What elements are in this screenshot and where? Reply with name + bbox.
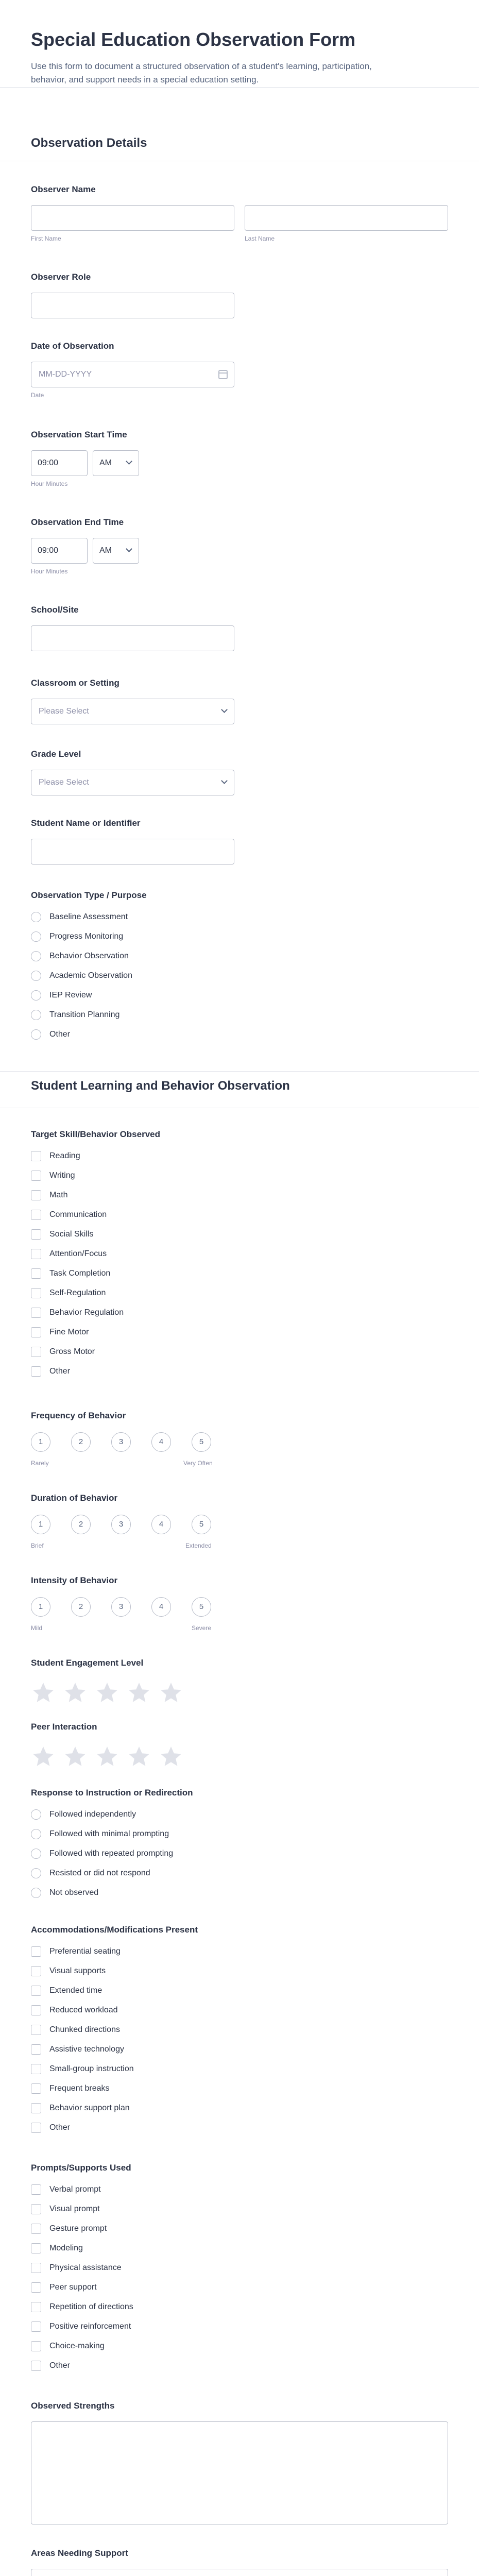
engagement-label: Student Engagement Level (31, 1658, 144, 1668)
classroom-placeholder: Please Select (39, 707, 89, 716)
prompts-label: Prompts/Supports Used (31, 2163, 131, 2173)
option-label: Choice-making (49, 2342, 105, 2350)
frequency-label: Frequency of Behavior (31, 1411, 126, 1420)
start-ampm-select[interactable] (93, 450, 139, 476)
classroom-label: Classroom or Setting (31, 678, 119, 688)
option-label: Fine Motor (49, 1328, 89, 1336)
radio-button[interactable] (31, 990, 41, 1001)
strengths-label: Observed Strengths (31, 2401, 115, 2411)
chevron-down-icon (221, 777, 228, 784)
checkbox[interactable] (31, 1151, 41, 1161)
strengths-textarea[interactable] (31, 2421, 448, 2524)
support-areas-textarea[interactable] (31, 2569, 448, 2576)
end-time-label: Observation End Time (31, 517, 124, 527)
option-label: Behavior Observation (49, 952, 129, 960)
start-time-value: 09:00 (38, 459, 59, 467)
option-label: Behavior Regulation (49, 1308, 124, 1317)
checkbox[interactable] (31, 2321, 41, 2332)
target-skill-label: Target Skill/Behavior Observed (31, 1129, 160, 1139)
support-areas-label: Areas Needing Support (31, 2548, 128, 2558)
chevron-down-icon (126, 546, 132, 552)
option-label: Followed with repeated prompting (49, 1849, 174, 1858)
scale-option[interactable]: 4 (151, 1515, 171, 1534)
star-icon[interactable] (127, 1681, 151, 1705)
observer-role-input[interactable] (31, 293, 234, 318)
section-heading-learning: Student Learning and Behavior Observation (31, 1079, 290, 1093)
end-time-value: 09:00 (38, 546, 59, 555)
option-label: Other (49, 2123, 71, 2132)
scale-option[interactable]: 5 (192, 1597, 211, 1617)
start-time-input[interactable] (31, 450, 88, 476)
scale-option[interactable]: 1 (31, 1432, 50, 1452)
last-name-sublabel: Last Name (245, 235, 275, 242)
student-label: Student Name or Identifier (31, 818, 141, 828)
radio-button[interactable] (31, 1849, 41, 1859)
accommodations-label: Accommodations/Modifications Present (31, 1925, 198, 1935)
checkbox[interactable] (31, 1210, 41, 1220)
option-label: Peer support (49, 2283, 97, 2292)
start-ampm-value: AM (99, 459, 112, 467)
end-time-sublabel: Hour Minutes (31, 568, 68, 575)
scale-option[interactable]: 4 (151, 1432, 171, 1452)
scale-option[interactable]: 2 (71, 1597, 91, 1617)
checkbox[interactable] (31, 2025, 41, 2035)
checkbox[interactable] (31, 1308, 41, 1318)
response-label: Response to Instruction or Redirection (31, 1788, 193, 1798)
option-label: Academic Observation (49, 971, 132, 980)
scale-option[interactable]: 2 (71, 1515, 91, 1534)
option-label: Preferential seating (49, 1947, 121, 1956)
checkbox[interactable] (31, 2083, 41, 2094)
checkbox[interactable] (31, 1366, 41, 1377)
observer-name-label: Observer Name (31, 184, 96, 194)
checkbox[interactable] (31, 1171, 41, 1181)
frequency-low-label: Rarely (31, 1460, 49, 1467)
option-label: Progress Monitoring (49, 932, 124, 941)
option-label: Other (49, 1030, 71, 1039)
star-icon[interactable] (31, 1744, 56, 1769)
checkbox[interactable] (31, 2184, 41, 2195)
scale-option[interactable]: 1 (31, 1597, 50, 1617)
calendar-icon[interactable] (218, 370, 228, 379)
option-label: Physical assistance (49, 2263, 122, 2272)
option-label: Repetition of directions (49, 2302, 133, 2311)
grade-select[interactable] (31, 770, 234, 795)
end-time-input[interactable] (31, 538, 88, 564)
form-header (0, 0, 479, 88)
section-heading: Observation Details (31, 136, 147, 150)
option-label: Baseline Assessment (49, 912, 128, 921)
student-input[interactable] (31, 839, 234, 865)
school-label: School/Site (31, 605, 79, 615)
end-ampm-select[interactable] (93, 538, 139, 564)
duration-label: Duration of Behavior (31, 1493, 118, 1503)
checkbox[interactable] (31, 1327, 41, 1337)
option-label: Followed independently (49, 1810, 136, 1819)
option-label: Writing (49, 1171, 75, 1180)
option-label: Visual prompt (49, 2205, 100, 2213)
option-label: Extended time (49, 1986, 102, 1995)
option-label: Math (49, 1191, 68, 1199)
checkbox[interactable] (31, 2123, 41, 2133)
date-sublabel: Date (31, 392, 44, 399)
scale-option[interactable]: 2 (71, 1432, 91, 1452)
checkbox[interactable] (31, 2224, 41, 2234)
intensity-label: Intensity of Behavior (31, 1575, 118, 1585)
scale-option[interactable]: 5 (192, 1515, 211, 1534)
first-name-input[interactable] (31, 205, 234, 231)
frequency-high-label: Very Often (183, 1460, 213, 1467)
classroom-select[interactable] (31, 699, 234, 724)
section-observation-details (0, 88, 479, 1072)
scale-option[interactable]: 3 (111, 1515, 131, 1534)
option-label: Small-group instruction (49, 2064, 134, 2073)
peer-interaction-label: Peer Interaction (31, 1722, 97, 1732)
checkbox[interactable] (31, 1268, 41, 1279)
end-ampm-value: AM (99, 546, 112, 555)
scale-option[interactable]: 5 (192, 1432, 211, 1452)
checkbox[interactable] (31, 2341, 41, 2351)
checkbox[interactable] (31, 1229, 41, 1240)
option-label: Communication (49, 1210, 107, 1219)
last-name-input[interactable] (245, 205, 448, 231)
option-label: Positive reinforcement (49, 2322, 131, 2331)
option-label: Other (49, 1367, 71, 1376)
chevron-down-icon (126, 458, 132, 465)
scale-option[interactable]: 3 (111, 1597, 131, 1617)
option-label: Resisted or did not respond (49, 1869, 150, 1877)
duration-high-label: Extended (185, 1542, 212, 1549)
radio-button[interactable] (31, 1809, 41, 1820)
checkbox[interactable] (31, 1249, 41, 1259)
star-icon[interactable] (31, 1681, 56, 1705)
intensity-high-label: Severe (192, 1624, 212, 1632)
option-label: Not observed (49, 1888, 99, 1897)
checkbox[interactable] (31, 2204, 41, 2214)
checkbox[interactable] (31, 2044, 41, 2055)
intensity-low-label: Mild (31, 1624, 43, 1632)
star-icon[interactable] (95, 1744, 119, 1769)
date-label: Date of Observation (31, 341, 114, 351)
radio-button[interactable] (31, 1868, 41, 1878)
radio-button[interactable] (31, 931, 41, 942)
option-label: Gesture prompt (49, 2224, 107, 2233)
scale-option[interactable]: 4 (151, 1597, 171, 1617)
option-label: Task Completion (49, 1269, 111, 1278)
checkbox[interactable] (31, 1966, 41, 1976)
option-label: Reduced workload (49, 2006, 118, 2014)
option-label: Attention/Focus (49, 1249, 107, 1258)
option-label: Chunked directions (49, 2025, 120, 2034)
option-label: Behavior support plan (49, 2104, 130, 2112)
checkbox[interactable] (31, 2103, 41, 2113)
checkbox[interactable] (31, 1288, 41, 1298)
start-time-sublabel: Hour Minutes (31, 480, 68, 487)
star-icon[interactable] (95, 1681, 119, 1705)
radio-button[interactable] (31, 951, 41, 961)
checkbox[interactable] (31, 2005, 41, 2015)
checkbox[interactable] (31, 2263, 41, 2273)
option-label: IEP Review (49, 991, 92, 999)
checkbox[interactable] (31, 1347, 41, 1357)
date-placeholder: MM-DD-YYYY (39, 370, 92, 379)
star-icon[interactable] (159, 1681, 183, 1705)
option-label: Followed with minimal prompting (49, 1829, 169, 1838)
star-icon[interactable] (127, 1744, 151, 1769)
observer-role-label: Observer Role (31, 272, 91, 282)
radio-button[interactable] (31, 971, 41, 981)
radio-button[interactable] (31, 1888, 41, 1898)
option-label: Transition Planning (49, 1010, 120, 1019)
form-subtitle: Use this form to document a structured observation of a student's learning, participation, behavior, and support needs in a special education setting. (31, 61, 372, 84)
option-label: Visual supports (49, 1967, 106, 1975)
radio-button[interactable] (31, 1029, 41, 1040)
option-label: Assistive technology (49, 2045, 124, 2054)
grade-placeholder: Please Select (39, 778, 89, 787)
checkbox[interactable] (31, 1190, 41, 1200)
option-label: Verbal prompt (49, 2185, 101, 2194)
star-icon[interactable] (63, 1681, 88, 1705)
radio-button[interactable] (31, 1829, 41, 1839)
chevron-down-icon (221, 706, 228, 713)
start-time-label: Observation Start Time (31, 430, 127, 439)
checkbox[interactable] (31, 1946, 41, 1957)
option-label: Self-Regulation (49, 1289, 106, 1297)
option-label: Reading (49, 1151, 80, 1160)
form-title: Special Education Observation Form (31, 29, 356, 50)
checkbox[interactable] (31, 1986, 41, 1996)
checkbox[interactable] (31, 2302, 41, 2312)
duration-low-label: Brief (31, 1542, 44, 1549)
checkbox[interactable] (31, 2064, 41, 2074)
option-label: Modeling (49, 2244, 83, 2252)
date-input[interactable] (31, 362, 234, 387)
star-icon[interactable] (63, 1744, 88, 1769)
observation-type-label: Observation Type / Purpose (31, 890, 147, 900)
checkbox[interactable] (31, 2361, 41, 2371)
grade-label: Grade Level (31, 749, 81, 759)
option-label: Gross Motor (49, 1347, 95, 1356)
checkbox[interactable] (31, 2243, 41, 2253)
option-label: Frequent breaks (49, 2084, 110, 2093)
radio-button[interactable] (31, 912, 41, 922)
option-label: Social Skills (49, 1230, 94, 1239)
scale-option[interactable]: 3 (111, 1432, 131, 1452)
school-input[interactable] (31, 625, 234, 651)
checkbox[interactable] (31, 2282, 41, 2293)
star-icon[interactable] (159, 1744, 183, 1769)
first-name-sublabel: First Name (31, 235, 61, 242)
radio-button[interactable] (31, 1010, 41, 1020)
scale-option[interactable]: 1 (31, 1515, 50, 1534)
option-label: Other (49, 2361, 71, 2370)
